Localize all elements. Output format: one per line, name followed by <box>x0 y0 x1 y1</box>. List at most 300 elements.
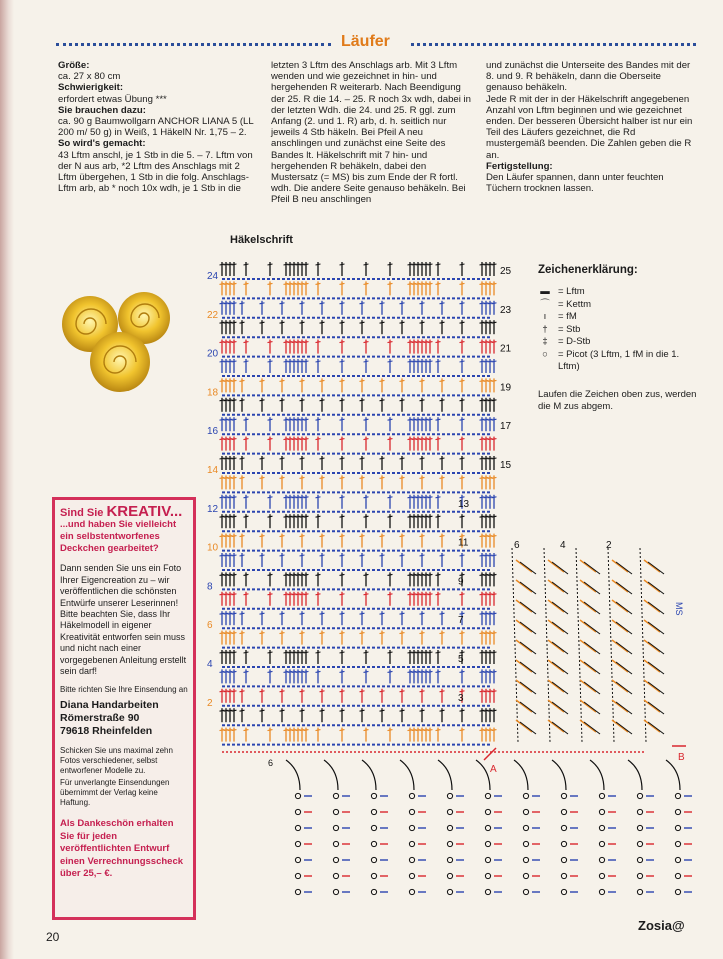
double-crochet-mark <box>400 303 405 304</box>
double-crochet-mark <box>400 322 405 323</box>
double-crochet-mark <box>436 342 441 343</box>
treble-crochet-mark <box>584 722 600 734</box>
picot-mark <box>675 841 680 846</box>
legend-item <box>538 336 698 349</box>
box-heading <box>60 503 188 520</box>
box-subheading: ...und haben Sie vielleicht ein selbstentworfenes Deckchen gearbeitet? <box>60 519 177 555</box>
treble-crochet-mark <box>516 580 532 592</box>
picot-mark <box>675 873 680 878</box>
double-crochet-mark <box>300 477 305 478</box>
instruction-text: und zunächst die Unterseite des Bandes mit der 8. und 9. R behäkeln, dann die Oberseite genauso behäkeln. <box>486 60 691 94</box>
double-crochet-mark <box>244 361 249 362</box>
row-number-left: 20 <box>207 348 219 360</box>
double-crochet-mark <box>388 342 393 343</box>
picot-mark <box>637 793 642 798</box>
double-crochet-mark <box>440 322 445 323</box>
double-crochet-mark <box>244 594 249 595</box>
picot-mark <box>409 793 414 798</box>
double-crochet-mark <box>360 633 365 634</box>
instruction-text: ca. 90 g Baumwollgarn ANCHOR LIANA 5 (LL 200 m/ 50 g) in Weiß, 1 HäkelN Nr. 1,75 – 2. <box>58 116 254 139</box>
double-crochet-mark <box>436 419 441 420</box>
double-crochet-mark <box>320 613 325 614</box>
scallop-arc <box>666 760 680 790</box>
double-crochet-mark <box>380 322 385 323</box>
double-crochet-mark <box>244 652 249 653</box>
double-crochet-mark <box>340 380 345 381</box>
treble-crochet-mark <box>648 622 664 634</box>
fan-edge-line <box>640 548 646 742</box>
treble-crochet-mark <box>648 602 664 614</box>
double-crochet-mark <box>420 400 425 401</box>
double-crochet-icon: † <box>542 323 548 335</box>
double-crochet-mark <box>436 497 441 498</box>
address-line: 79618 Rheinfelden <box>60 725 153 738</box>
double-crochet-mark <box>280 633 285 634</box>
double-crochet-mark <box>316 361 321 362</box>
double-crochet-mark <box>360 555 365 556</box>
double-crochet-mark <box>320 536 325 537</box>
treble-crochet-mark <box>580 700 596 712</box>
row-number-right: 17 <box>500 421 512 433</box>
picot-mark <box>523 873 528 878</box>
picot-mark <box>447 841 452 846</box>
row-number-left: 10 <box>207 542 219 554</box>
picot-mark <box>561 841 566 846</box>
row-number-right: 11 <box>458 537 469 549</box>
treble-crochet-mark <box>612 720 628 732</box>
row-number-left: 16 <box>207 426 219 438</box>
picot-mark <box>371 857 376 862</box>
instruction-text: ca. 27 x 80 cm <box>58 71 121 83</box>
double-crochet-mark <box>440 691 445 692</box>
double-crochet-mark <box>388 671 393 672</box>
double-crochet-mark <box>460 400 465 401</box>
treble-crochet-mark <box>644 580 660 592</box>
creative-submission-box <box>52 497 196 920</box>
scallop-arc <box>400 760 414 790</box>
double-crochet-mark <box>460 710 465 711</box>
treble-crochet-mark <box>580 580 596 592</box>
treble-crochet-mark <box>552 562 568 574</box>
double-crochet-mark <box>400 613 405 614</box>
double-crochet-mark <box>240 691 245 692</box>
double-crochet-mark <box>364 497 369 498</box>
double-crochet-mark <box>420 555 425 556</box>
fan-edge-line <box>576 548 582 742</box>
treble-crochet-mark <box>520 722 536 734</box>
double-crochet-mark <box>440 633 445 634</box>
double-crochet-mark <box>340 303 345 304</box>
double-crochet-mark <box>364 671 369 672</box>
double-crochet-mark <box>460 439 465 440</box>
treble-crochet-mark <box>648 582 664 594</box>
double-crochet-mark <box>364 594 369 595</box>
treble-crochet-mark <box>580 640 596 652</box>
double-crochet-mark <box>388 361 393 362</box>
arrow-a-label: A <box>490 764 497 775</box>
double-crochet-mark <box>268 497 273 498</box>
picot-mark <box>675 889 680 894</box>
row-number-right: 3 <box>458 692 464 704</box>
picot-mark <box>675 825 680 830</box>
treble-crochet-mark <box>520 662 536 674</box>
double-crochet-mark <box>244 516 249 517</box>
double-crochet-mark <box>320 633 325 634</box>
picot-mark <box>599 889 604 894</box>
double-crochet-mark <box>316 264 321 265</box>
double-crochet-mark <box>360 691 365 692</box>
treble-crochet-mark <box>520 622 536 634</box>
row-number-right: 15 <box>500 460 512 471</box>
double-crochet-mark <box>316 497 321 498</box>
treble-crochet-mark <box>516 680 532 692</box>
picot-mark <box>295 793 300 798</box>
double-crochet-mark <box>320 710 325 711</box>
double-crochet-mark <box>340 730 345 731</box>
double-crochet-mark <box>240 536 245 537</box>
picot-mark <box>485 809 490 814</box>
row-number-left: 8 <box>207 581 213 593</box>
double-crochet-mark <box>340 671 345 672</box>
treble-crochet-mark <box>548 680 564 692</box>
treble-crochet-mark <box>612 600 628 612</box>
double-crochet-mark <box>316 652 321 653</box>
picot-mark <box>295 889 300 894</box>
double-crochet-mark <box>436 652 441 653</box>
treble-crochet-mark <box>584 602 600 614</box>
double-crochet-mark <box>360 458 365 459</box>
double-crochet-mark <box>440 380 445 381</box>
double-crochet-mark <box>388 574 393 575</box>
chain-stitch-icon: ▬ <box>540 286 550 297</box>
picot-mark <box>333 841 338 846</box>
double-crochet-mark <box>436 594 441 595</box>
double-crochet-mark <box>268 264 273 265</box>
treble-crochet-mark <box>520 582 536 594</box>
picot-mark <box>523 793 528 798</box>
double-crochet-mark <box>340 691 345 692</box>
treble-crochet-mark <box>648 662 664 674</box>
double-crochet-mark <box>436 671 441 672</box>
picot-mark <box>599 841 604 846</box>
treble-crochet-mark <box>552 682 568 694</box>
double-crochet-mark <box>420 477 425 478</box>
double-crochet-mark <box>460 361 465 362</box>
double-crochet-mark <box>440 710 445 711</box>
double-crochet-mark <box>364 283 369 284</box>
double-crochet-mark <box>460 497 465 498</box>
double-crochet-mark <box>420 458 425 459</box>
double-crochet-mark <box>340 322 345 323</box>
double-crochet-mark <box>460 613 465 614</box>
box-body: Dann senden Sie uns ein Foto Ihrer Eigencreation zu – wir veröffentlichen die schönsten Entwürfe unserer Leserinnen! Bitte beachten Sie, dass Ihr Häkelmodell in eigener Kreativität entworfen sein muss und nicht nach einer vorgegebenen Anleitung erstellt sein darf! <box>60 563 187 677</box>
treble-crochet-mark <box>612 560 628 572</box>
double-crochet-mark <box>340 536 345 537</box>
double-crochet-mark <box>268 730 273 731</box>
picot-mark <box>675 857 680 862</box>
double-crochet-mark <box>440 303 445 304</box>
picot-mark <box>523 825 528 830</box>
treble-crochet-mark <box>548 580 564 592</box>
double-crochet-mark <box>400 536 405 537</box>
double-crochet-mark <box>400 633 405 634</box>
double-crochet-mark <box>320 303 325 304</box>
picot-mark <box>485 889 490 894</box>
picot-mark <box>523 841 528 846</box>
double-crochet-mark <box>316 419 321 420</box>
double-crochet-mark <box>380 691 385 692</box>
double-crochet-mark <box>300 555 305 556</box>
double-crochet-mark <box>280 710 285 711</box>
picot-mark <box>599 825 604 830</box>
treble-crochet-mark <box>548 640 564 652</box>
picot-mark <box>295 809 300 814</box>
double-crochet-mark <box>244 574 249 575</box>
treble-crochet-mark <box>584 702 600 714</box>
box-heading-prefix: Sind Sie <box>60 507 107 519</box>
picot-mark <box>295 825 300 830</box>
treble-crochet-mark <box>616 662 632 674</box>
treble-crochet-mark <box>584 662 600 674</box>
double-crochet-mark <box>300 303 305 304</box>
double-crochet-mark <box>460 633 465 634</box>
picot-mark <box>561 857 566 862</box>
treble-crochet-mark <box>552 622 568 634</box>
double-crochet-mark <box>240 555 245 556</box>
double-crochet-mark <box>460 555 465 556</box>
double-crochet-mark <box>320 458 325 459</box>
double-crochet-mark <box>380 710 385 711</box>
double-crochet-mark <box>244 671 249 672</box>
treble-crochet-mark <box>612 660 628 672</box>
double-crochet-mark <box>364 419 369 420</box>
treble-crochet-mark <box>552 702 568 714</box>
double-crochet-mark <box>316 574 321 575</box>
double-crochet-mark <box>340 613 345 614</box>
double-crochet-mark <box>260 613 265 614</box>
scallop-arc <box>286 760 300 790</box>
row-number-right: 21 <box>500 343 512 355</box>
treble-crochet-mark <box>584 582 600 594</box>
double-crochet-mark <box>340 516 345 517</box>
picot-mark <box>447 857 452 862</box>
picot-mark <box>637 889 642 894</box>
section-heading: Sie brauchen dazu: <box>58 104 146 116</box>
scallop-arc <box>628 760 642 790</box>
treble-crochet-mark <box>644 640 660 652</box>
double-crochet-mark <box>380 536 385 537</box>
picot-mark <box>523 889 528 894</box>
legend-note: Laufen die Zeichen oben zus, werden die M zus abgem. <box>538 388 697 412</box>
treble-crochet-icon: ‡ <box>542 336 548 347</box>
double-crochet-mark <box>320 477 325 478</box>
double-crochet-mark <box>420 691 425 692</box>
treble-crochet-mark <box>616 582 632 594</box>
double-crochet-mark <box>364 574 369 575</box>
instruction-text: Jede R mit der in der Häkelschrift angegebenen Anzahl von Lftm beginnen und wie gezeichnet enden. Der besseren Übersicht halber ist nur ein Teil des Läufers gezeichnet, die Rd mustergemäß beenden. Die Zahlen geben die R an. <box>486 93 693 161</box>
section-heading: Fertigstellung: <box>486 160 553 172</box>
picot-mark <box>599 873 604 878</box>
section-heading: So wird's gemacht: <box>58 138 146 150</box>
arrow-a-icon <box>484 748 496 760</box>
picot-mark <box>409 889 414 894</box>
double-crochet-mark <box>268 594 273 595</box>
legend-item <box>538 299 698 312</box>
picot-mark <box>561 825 566 830</box>
scallop-arc <box>590 760 604 790</box>
treble-crochet-mark <box>616 602 632 614</box>
double-crochet-mark <box>340 477 345 478</box>
double-crochet-mark <box>388 283 393 284</box>
picot-mark <box>295 857 300 862</box>
picot-mark <box>675 809 680 814</box>
double-crochet-mark <box>240 400 245 401</box>
double-crochet-mark <box>400 400 405 401</box>
arrow-b-label: B <box>678 752 685 763</box>
treble-crochet-mark <box>644 600 660 612</box>
picot-mark <box>485 793 490 798</box>
double-crochet-mark <box>260 555 265 556</box>
double-crochet-mark <box>460 342 465 343</box>
double-crochet-mark <box>320 322 325 323</box>
page-number: 20 <box>46 930 60 944</box>
picot-mark <box>333 889 338 894</box>
box-address-intro: Bitte richten Sie Ihre Einsendung an <box>60 685 188 695</box>
treble-crochet-mark <box>552 582 568 594</box>
double-crochet-mark <box>388 419 393 420</box>
double-crochet-mark <box>436 283 441 284</box>
treble-crochet-mark <box>516 720 532 732</box>
treble-crochet-mark <box>644 560 660 572</box>
picot-mark <box>599 857 604 862</box>
treble-crochet-mark <box>616 682 632 694</box>
double-crochet-mark <box>380 380 385 381</box>
double-crochet-mark <box>420 303 425 304</box>
treble-crochet-mark <box>548 700 564 712</box>
double-crochet-mark <box>340 652 345 653</box>
double-crochet-mark <box>240 380 245 381</box>
double-crochet-mark <box>280 322 285 323</box>
double-crochet-mark <box>340 342 345 343</box>
picot-mark <box>599 809 604 814</box>
legend-label: = Stb <box>558 323 581 335</box>
double-crochet-mark <box>340 264 345 265</box>
double-crochet-mark <box>360 303 365 304</box>
double-crochet-mark <box>460 380 465 381</box>
double-crochet-mark <box>340 574 345 575</box>
treble-crochet-mark <box>616 562 632 574</box>
double-crochet-mark <box>380 633 385 634</box>
double-crochet-mark <box>268 283 273 284</box>
double-crochet-mark <box>420 322 425 323</box>
picot-mark <box>295 873 300 878</box>
double-crochet-mark <box>360 613 365 614</box>
double-crochet-mark <box>436 264 441 265</box>
treble-crochet-mark <box>580 720 596 732</box>
treble-crochet-mark <box>516 560 532 572</box>
picot-mark <box>637 857 642 862</box>
double-crochet-mark <box>380 303 385 304</box>
treble-crochet-mark <box>548 560 564 572</box>
picot-mark <box>637 873 642 878</box>
picot-mark <box>485 873 490 878</box>
treble-crochet-mark <box>548 620 564 632</box>
section-heading: Größe: <box>58 60 90 71</box>
treble-crochet-mark <box>616 702 632 714</box>
double-crochet-mark <box>300 536 305 537</box>
double-crochet-mark <box>400 555 405 556</box>
picot-mark <box>485 841 490 846</box>
picot-mark <box>371 889 376 894</box>
treble-crochet-mark <box>552 602 568 614</box>
double-crochet-mark <box>316 342 321 343</box>
treble-crochet-mark <box>520 682 536 694</box>
double-crochet-mark <box>440 536 445 537</box>
row-number-left: 4 <box>207 659 213 670</box>
double-crochet-mark <box>436 439 441 440</box>
double-crochet-mark <box>460 419 465 420</box>
double-crochet-mark <box>340 361 345 362</box>
double-crochet-mark <box>380 613 385 614</box>
treble-crochet-mark <box>644 620 660 632</box>
treble-crochet-mark <box>580 660 596 672</box>
legend-title: Zeichenerklärung: <box>538 264 638 276</box>
picot-mark <box>371 873 376 878</box>
treble-crochet-mark <box>648 682 664 694</box>
treble-crochet-mark <box>648 562 664 574</box>
double-crochet-mark <box>300 322 305 323</box>
treble-crochet-mark <box>612 620 628 632</box>
double-crochet-mark <box>260 380 265 381</box>
picot-mark <box>371 809 376 814</box>
double-crochet-mark <box>460 477 465 478</box>
double-crochet-mark <box>240 613 245 614</box>
fan-row-label: 2 <box>606 540 612 551</box>
treble-crochet-mark <box>580 560 596 572</box>
picot-mark <box>561 793 566 798</box>
double-crochet-mark <box>388 730 393 731</box>
double-crochet-mark <box>420 613 425 614</box>
box-small-print: Für unverlangte Einsendungen übernimmt der Verlag keine Haftung. <box>60 778 170 808</box>
double-crochet-mark <box>340 594 345 595</box>
double-crochet-mark <box>440 458 445 459</box>
picot-mark <box>333 793 338 798</box>
double-crochet-mark <box>380 458 385 459</box>
row-number-right: 13 <box>458 498 470 510</box>
credit: Zosia@ <box>638 918 685 933</box>
treble-crochet-mark <box>516 700 532 712</box>
picot-mark <box>485 857 490 862</box>
row-number-right: 7 <box>458 615 464 627</box>
treble-crochet-mark <box>612 680 628 692</box>
treble-crochet-mark <box>548 600 564 612</box>
picot-mark <box>333 857 338 862</box>
row-number-left: 18 <box>207 387 219 399</box>
double-crochet-mark <box>260 691 265 692</box>
edge-row-label: 6 <box>268 758 274 768</box>
double-crochet-mark <box>364 264 369 265</box>
treble-crochet-mark <box>612 700 628 712</box>
treble-crochet-mark <box>516 620 532 632</box>
double-crochet-mark <box>340 497 345 498</box>
double-crochet-mark <box>300 458 305 459</box>
double-crochet-mark <box>360 400 365 401</box>
double-crochet-mark <box>300 400 305 401</box>
double-crochet-mark <box>280 400 285 401</box>
treble-crochet-mark <box>616 622 632 634</box>
treble-crochet-mark <box>644 700 660 712</box>
fan-row-label: 4 <box>560 540 566 551</box>
